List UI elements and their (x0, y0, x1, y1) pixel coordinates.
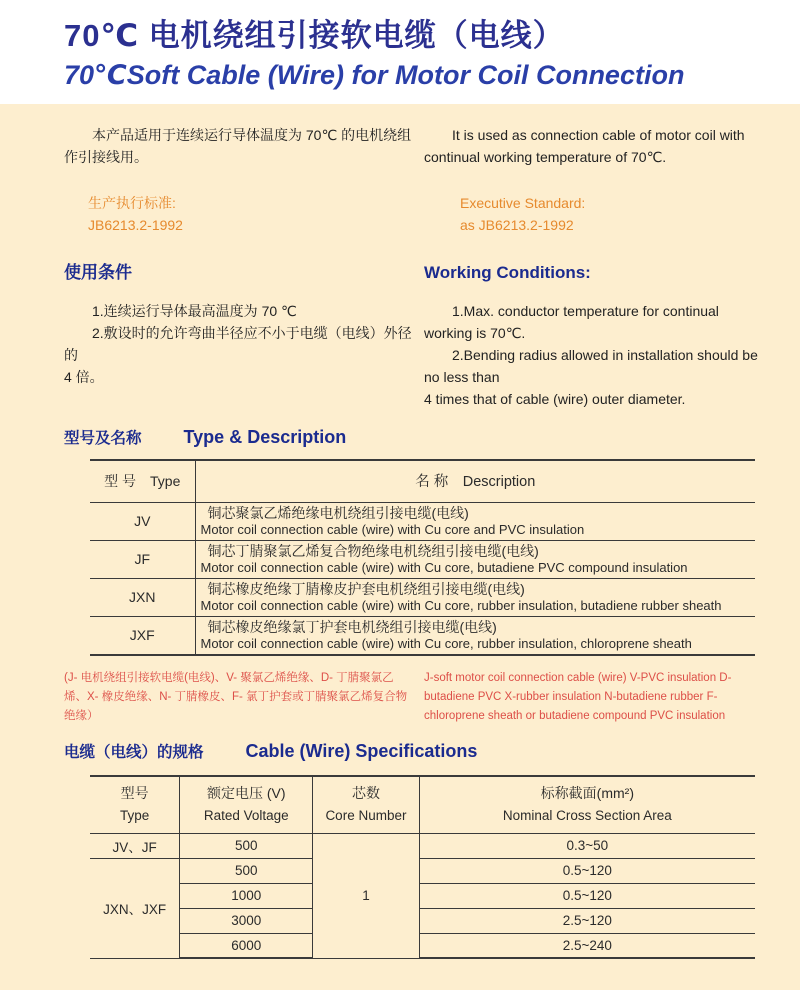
column-header-section-cn: 标称截面(mm²) (540, 784, 634, 801)
spec-section-range: 2.5~240 (419, 933, 755, 958)
type-code: JXF (90, 616, 195, 655)
table-row (90, 883, 755, 908)
condition-item: 2.敷设时的允许弯曲半径应不小于电缆（电线）外径的 (64, 325, 412, 363)
condition-item: 1.连续运行导体最高温度为 70 ℃ (92, 303, 297, 319)
conditions-heading-row (64, 262, 764, 284)
spec-voltage: 500 (180, 858, 313, 883)
cable-name-en: Motor coil connection cable (wire) with Cu core, butadiene PVC compound insulation (200, 559, 688, 575)
conditions-heading-en: Working Conditions: (424, 263, 591, 282)
type-heading-en: Type & Description (183, 427, 347, 447)
spec-heading-cn: 电缆（电线）的规格 (64, 743, 204, 761)
spec-section-range: 0.5~120 (419, 883, 755, 908)
standard-block-en (424, 192, 764, 236)
intro-paragraph-en: It is used as connection cable of motor coil with continual working temperature of 70℃. (424, 127, 745, 165)
footnote-cn: (J- 电机绕组引接软电缆(电线)、V- 聚氯乙烯绝缘、D- 丁腈聚氯乙烯、X- 橡皮绝缘、N- 丁腈橡皮、F- 氯丁护套或丁腈聚氯乙烯复合物绝缘） (64, 671, 408, 722)
intro-paragraph-cn: 本产品适用于连续运行导体温度为 70℃ 的电机绕组作引接线用。 (64, 127, 412, 165)
spec-voltage: 1000 (180, 883, 313, 908)
spec-voltage: 6000 (180, 933, 313, 958)
standards-row (64, 192, 764, 236)
condition-item: 2.Bending radius allowed in installation should be no less than (424, 347, 758, 385)
column-header-type-en: Type (119, 807, 150, 823)
type-code: JXN (90, 578, 195, 616)
column-header-section-en: Nominal Cross Section Area (502, 807, 672, 823)
type-heading-cn: 型号及名称 (64, 430, 142, 447)
footnote-row (64, 669, 764, 726)
table-header-row (90, 460, 755, 502)
cable-name-cn: 铜芯聚氯乙烯绝缘电机绕组引接电缆(电线) (207, 504, 469, 521)
spec-voltage: 3000 (180, 908, 313, 933)
conditions-list-row (64, 300, 764, 410)
footnote-en: J-soft motor coil connection cable (wire) V-PVC insulation D-butadiene PVC X-rubber insulation N-butadiene rubber F-chloroprene sheath or butadiene compound PVC insulation (424, 671, 732, 722)
table-row (90, 540, 755, 578)
column-header-core-cn: 芯数 (351, 784, 380, 801)
table-row (90, 858, 755, 883)
spec-section-range: 2.5~120 (419, 908, 755, 933)
standard-block-cn (64, 192, 412, 236)
table-row (90, 616, 755, 655)
column-header-type: 型 号 Type (90, 460, 195, 502)
page-body (0, 104, 800, 990)
table-row (90, 908, 755, 933)
column-header-voltage-en: Rated Voltage (203, 807, 289, 823)
column-header-type-cn: 型号 (120, 784, 149, 801)
intro-row (64, 124, 764, 168)
spec-section-heading (64, 739, 764, 765)
standard-label-cn: 生产执行标准: (88, 195, 176, 211)
cable-name-en: Motor coil connection cable (wire) with Cu core, rubber insulation, butadiene rubber sheath (200, 597, 722, 613)
conditions-list-en (424, 300, 764, 410)
spec-type: JV、JF (90, 833, 180, 858)
specifications-table (90, 775, 755, 960)
page-title: 70℃ 电机绕组引接软电缆（电线） (64, 18, 565, 53)
column-header-voltage-cn: 额定电压 (V) (206, 784, 286, 801)
column-header-description: 名 称 Description (195, 460, 755, 502)
standard-label-en: Executive Standard: (460, 195, 586, 211)
table-row (90, 933, 755, 958)
table-row (90, 578, 755, 616)
cable-name-en: Motor coil connection cable (wire) with Cu core and PVC insulation (200, 521, 585, 537)
standard-value-en: as JB6213.2-1992 (460, 217, 574, 233)
table-header-row (90, 776, 755, 834)
condition-item-continuation: 4 倍。 (64, 369, 104, 385)
condition-item: 1.Max. conductor temperature for continual working is 70℃. (424, 303, 719, 341)
spec-core-number: 1 (313, 833, 419, 958)
conditions-heading-cn: 使用条件 (64, 263, 132, 282)
spec-section-range: 0.3~50 (419, 833, 755, 858)
spec-type: JXN、JXF (90, 858, 180, 958)
cable-name-cn: 铜芯橡皮绝缘丁腈橡皮护套电机绕组引接电缆(电线) (207, 580, 525, 597)
column-header-core-en: Core Number (325, 807, 407, 823)
spec-section-range: 0.5~120 (419, 858, 755, 883)
condition-item-continuation: 4 times that of cable (wire) outer diameter. (424, 391, 686, 407)
type-code: JF (90, 540, 195, 578)
spec-heading-en: Cable (Wire) Specifications (245, 740, 478, 761)
table-row (90, 502, 755, 540)
standard-value-cn: JB6213.2-1992 (88, 217, 183, 233)
spec-voltage: 500 (180, 833, 313, 858)
page-subtitle: 70℃Soft Cable (Wire) for Motor Coil Connection (64, 60, 685, 90)
conditions-list-cn (64, 300, 412, 410)
table-row (90, 833, 755, 858)
type-code: JV (90, 502, 195, 540)
cable-name-en: Motor coil connection cable (wire) with Cu core, rubber insulation, chloroprene sheath (200, 635, 692, 651)
cable-name-cn: 铜芯橡皮绝缘氯丁护套电机绕组引接电缆(电线) (207, 618, 497, 635)
type-section-heading (64, 425, 764, 451)
page-header (0, 0, 800, 104)
type-description-table (90, 459, 755, 656)
cable-name-cn: 铜芯丁腈聚氯乙烯复合物绝缘电机绕组引接电缆(电线) (207, 542, 539, 559)
